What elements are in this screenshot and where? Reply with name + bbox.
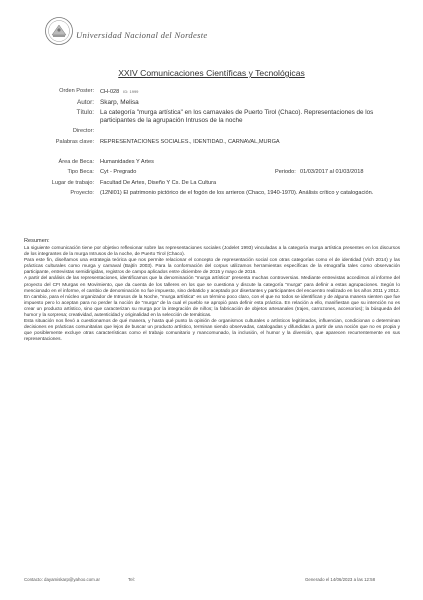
lugar-trabajo-label: Lugar de trabajo:: [51, 180, 94, 186]
titulo-value: La categoría "murga artística" en los carnavales de Puerto Tirol (Chaco). Representaciones de los participantes de la agrupación Intrusos de la noche: [100, 109, 374, 124]
footer-tel: Tel:: [128, 577, 135, 582]
lugar-trabajo-value: Facultad De Artes, Diseño Y Cs. De La Cultura: [100, 180, 217, 186]
tipo-beca-value: Cyt - Pregrado: [100, 169, 137, 175]
proyecto-label: Proyecto:: [70, 190, 94, 196]
footer-contact: Contacto: dayamiskarp@yahoo.com.ar: [24, 577, 100, 582]
orden-poster-value: [100, 88, 138, 96]
tipo-beca-label: Tipo Beca:: [67, 169, 94, 175]
orden-poster-code: CH-028: [100, 89, 120, 95]
autor-label: Autor:: [76, 99, 94, 106]
area-beca-value: Humanidades Y Artes: [100, 159, 154, 165]
resumen-paragraph: Esta situación nos llevó a cuestionarnos de qué manera, y hasta qué punto la opinión de organismos culturales o artísticos legitimados, influencian, condicionan o determinan decisiones en prácticas comunitarias que lejos de buscar un producto artístico, terminan siendo observadas, catalogadas y difundidas a partir de una noción que no es propia y que posiblemente excluye otras características como el trabajo comunitario y mancomunado, la inclusión, el humor y la diversión, que aparecen recurrentemente en sus representaciones.: [24, 319, 400, 343]
palabras-clave-value: REPRESENTACIONES SOCIALES., IDENTIDAD., CARNAVAL,MURGA: [100, 139, 280, 145]
footer-generated: Generado el 14/06/2023 a las 12:58: [305, 577, 376, 582]
resumen-title: Resumen:: [24, 238, 50, 244]
resumen-paragraph: Para este fin, diseñamos una estrategia teórica que nos permite relacionar el concepto de representación social con otras categorías como el de identidad (Vich 2014) y las prácticas culturales como murga y carnaval (Bajtín 2003). Para la conformación del corpus utilizamos herramientas específicas de la etnografía tales como observación participante, entrevistas semidirigidas, registros de campo aplicados entre diciembre de 2015 y mayo de 2016.: [24, 258, 400, 276]
autor-value: Skarp, Melisa: [100, 99, 139, 106]
director-label: Director:: [72, 128, 94, 134]
resumen-paragraph: La siguiente comunicación tiene por objetivo reflexionar sobre las representaciones sociales (Jodelet 1993) vinculadas a la categoría murga artística presentes en los discursos de los integrantes de la murga Intrusos de la noche, de Puerto Tirol (Chaco).: [24, 246, 400, 258]
orden-poster-id: ID: 1999: [123, 89, 139, 94]
titulo-label: Título:: [76, 109, 94, 116]
resumen-body: [24, 246, 400, 344]
area-beca-label: Área de Beca:: [58, 159, 94, 165]
proyecto-value: (12NI01) El patrimonio pictórico de el fogón de los arrieros (Chaco, 1940-1970). Análisis crítico y catalogación.: [100, 190, 374, 196]
university-name: Universidad Nacional del Nordeste: [76, 30, 208, 40]
periodo-label: Periodo:: [275, 169, 296, 175]
resumen-paragraph: A partir del análisis de las representaciones, identificamos que la denominación "murga artística" presenta muchas controversias. Mediante entrevistas accedimos al informe del proyecto del CFI Murgas en Movimiento, que da cuenta de los talleres en los que se cuestiona y discute la categoría "murga" para definir a estas agrupaciones. Según lo mencionado en el informe, el cambio de denominación no fue impuesto, sino debatido y aceptado por disertantes y participantes del encuentro realizado en los años 2011 y 2012. En cambio, para el núcleo organizador de Intrusos de la Noche, "murga artística" es un término poco claro, con el que no todos se identifican y de alguna manera sienten que fue impuesto pero lo aceptan para no perder la noción de "murga" de la cual el pueblo se apropió para definir esta práctica. En relación a ello, manifiestan que su intención no es crear un producto artístico, sino que caracterizan su murga por la integración de niños; la fabricación de objetos artesanales (trajes, carrozones, accesorios); la búsqueda del humor y la sorpresa; creatividad, autenticidad y originalidad en la selección de temáticas.: [24, 276, 400, 319]
palabras-clave-label: Palabras clave:: [55, 139, 94, 145]
periodo-value: 01/03/2017 al 01/03/2018: [300, 169, 364, 175]
university-seal-icon: [44, 16, 74, 46]
university-header: [44, 16, 224, 50]
document-title: XXIV Comunicaciones Científicas y Tecnológicas: [118, 68, 305, 78]
orden-poster-label: Orden Poster:: [59, 88, 94, 94]
